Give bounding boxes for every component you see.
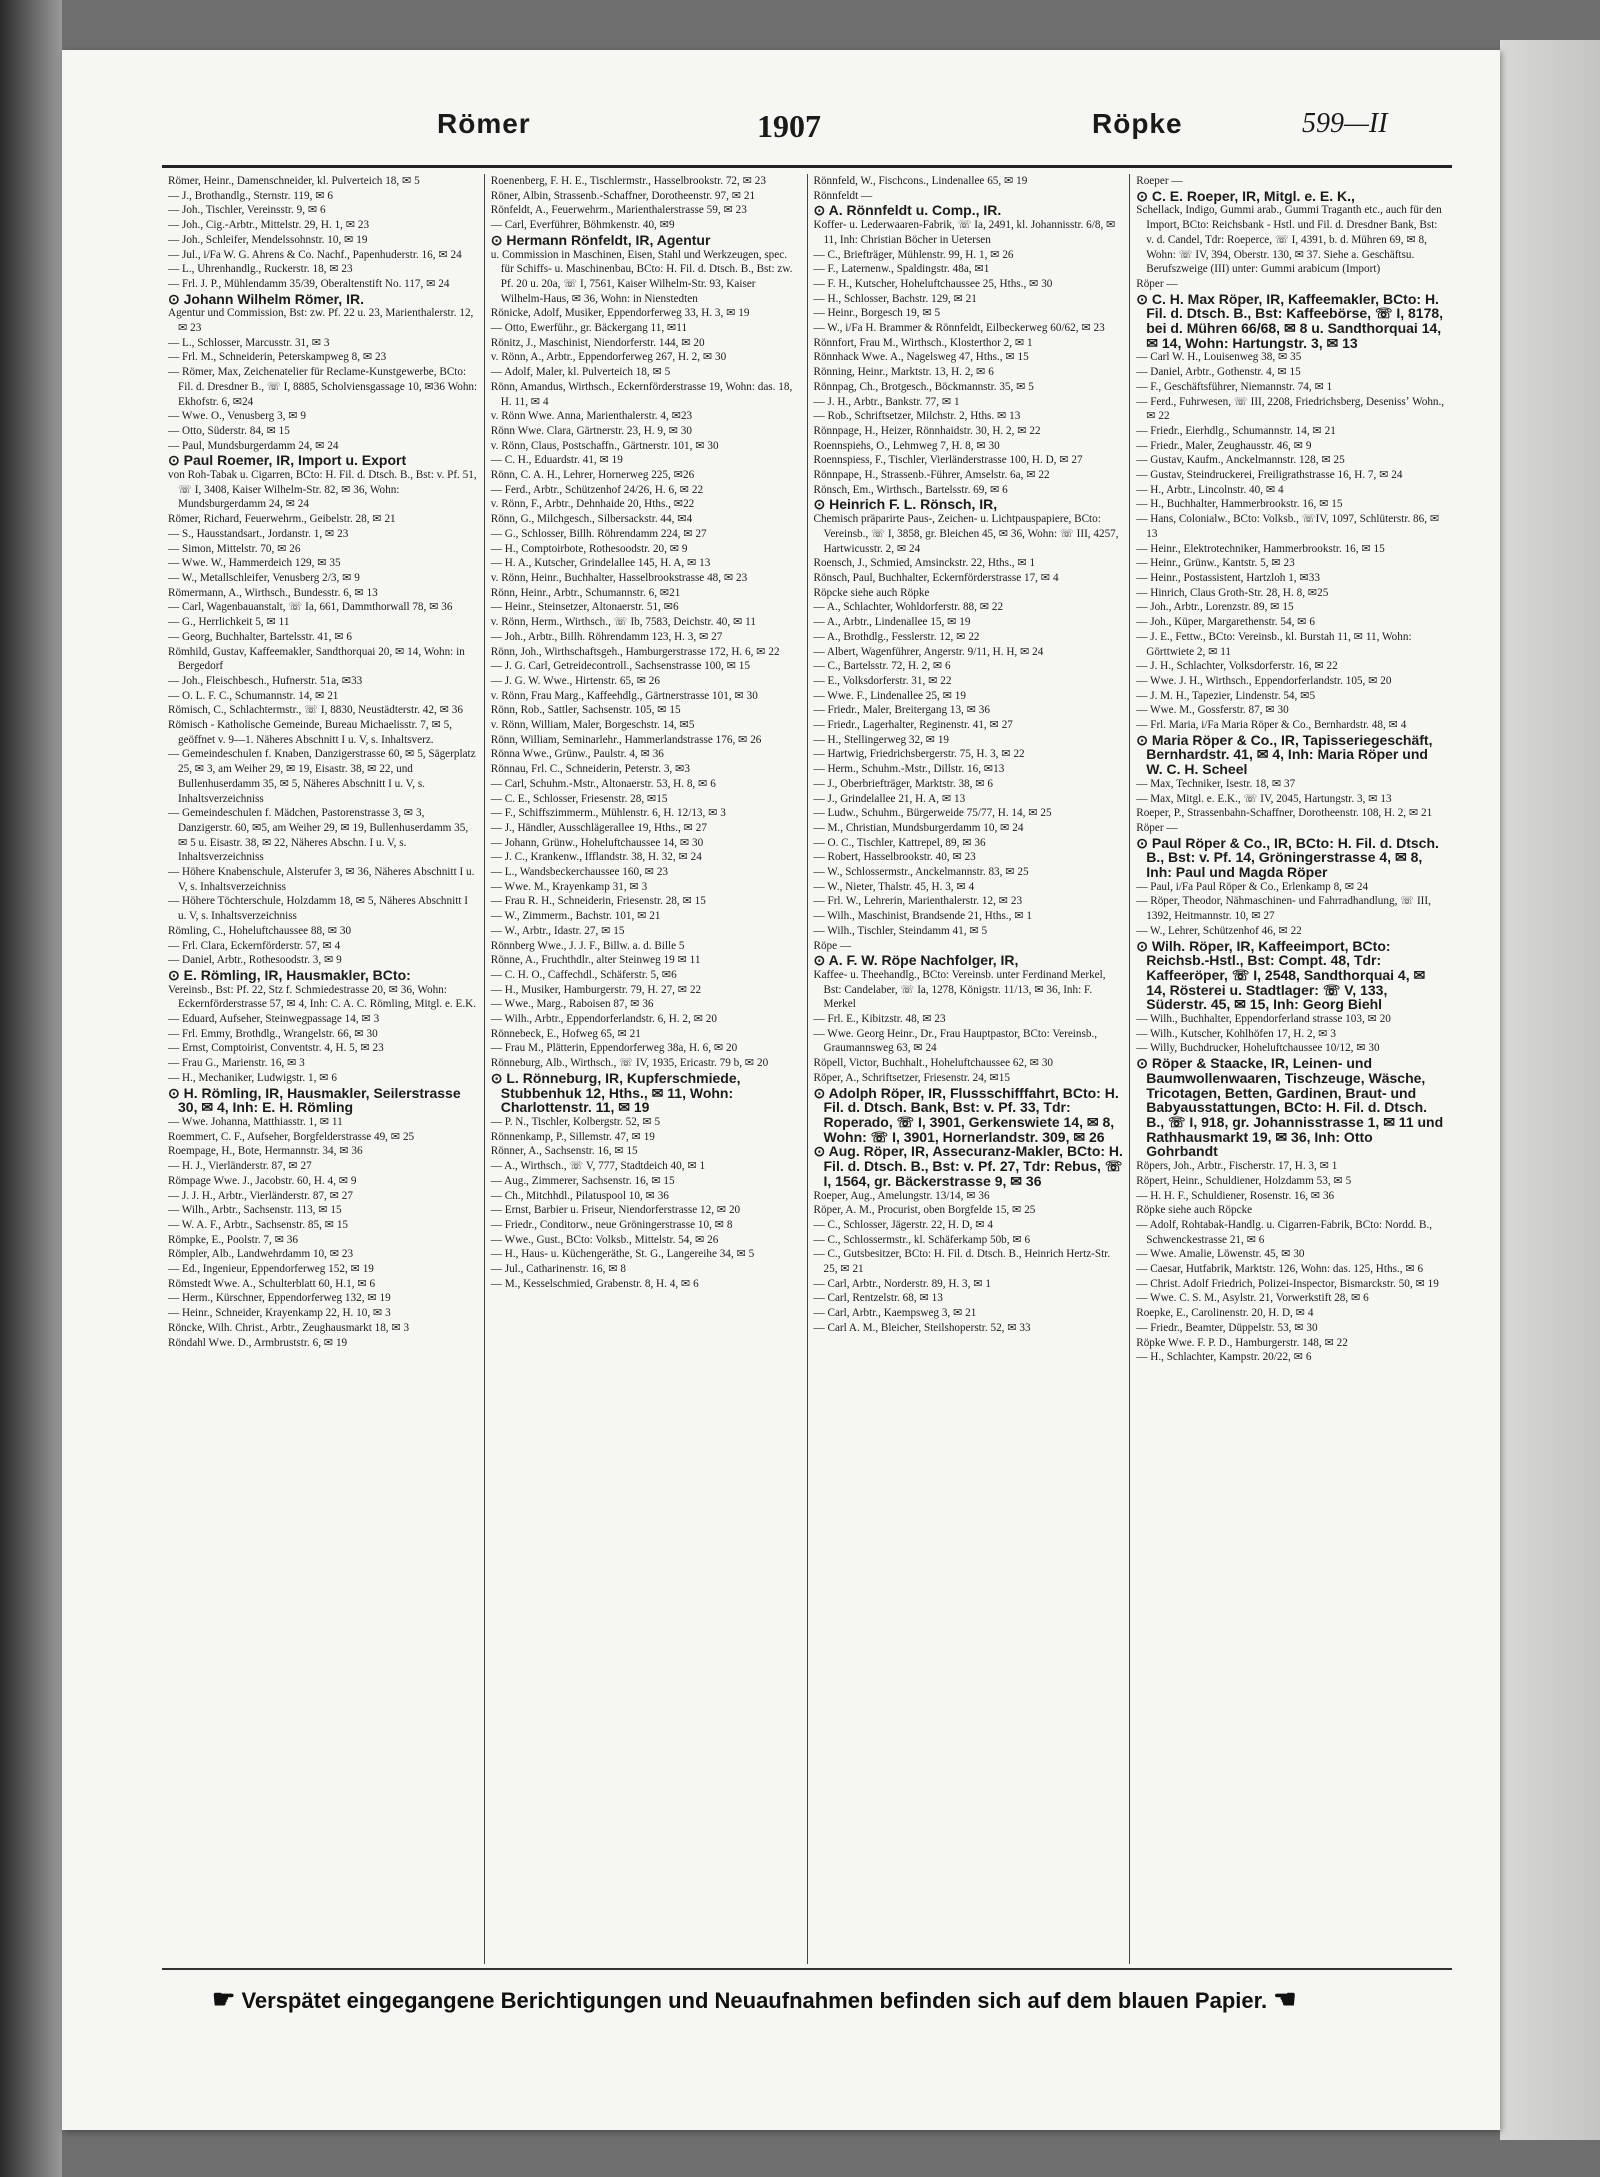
directory-entry: — Adolf, Maler, kl. Pulverteich 18, ✉ 5 xyxy=(490,366,671,379)
directory-entry: ⊙ Maria Röper & Co., IR, Tapisseriegeschäft, Bernhardstr. 41, ✉ 4, Inh: Maria Röper und W. C. H. Scheel xyxy=(1136,733,1446,777)
page-header xyxy=(62,108,1500,158)
directory-entry: Rönn, Heinr., Arbtr., Schumannstr. 6, ✉21 xyxy=(490,586,681,599)
directory-entry: — Wilh., Buchhalter, Eppendorferland strasse 103, ✉ 20 xyxy=(1136,1013,1391,1026)
directory-entry: — W., Metallschleifer, Venusberg 2/3, ✉ 9 xyxy=(168,571,360,584)
directory-entry: Rönn, Amandus, Wirthsch., Eckernförderstrasse 19, Wohn: das. 18, H. 11, ✉ 4 xyxy=(490,380,793,408)
directory-entry: — W., Lehrer, Schützenhof 46, ✉ 22 xyxy=(1136,924,1302,937)
directory-entry: v. Rönn, Frau Marg., Kaffeehdlg., Gärtnerstrasse 101, ✉ 30 xyxy=(490,689,758,702)
directory-entry: von Roh-Tabak u. Cigarren, BCto: H. Fil. d. Dtsch. B., Bst: v. Pf. 51, ☏ I, 3408, Kaiser Wilhelm-Str. 82, ✉ 36, Wohn: Mundsburgerdamm 24, ✉ 24 xyxy=(168,469,477,511)
directory-entry: Rönfeldt, A., Feuerwehrm., Marienthalerstrasse 59, ✉ 23 xyxy=(490,204,747,217)
directory-entry: — J. M. H., Tapezier, Lindenstr. 54, ✉5 xyxy=(1136,689,1316,702)
directory-entry: — Carl, Arbtr., Norderstr. 89, H. 3, ✉ 1 xyxy=(813,1277,991,1290)
directory-entry: Roempage, H., Bote, Hermannstr. 34, ✉ 36 xyxy=(168,1145,363,1158)
directory-entry: — J. J. H., Arbtr., Vierländerstr. 87, ✉ 27 xyxy=(168,1189,353,1202)
directory-entry: — C., Schlossermstr., kl. Schäferkamp 50b, ✉ 6 xyxy=(813,1233,1031,1246)
scan-edge xyxy=(0,0,62,2177)
directory-entry: — Eduard, Aufseher, Steinwegpassage 14, ✉ 3 xyxy=(168,1013,380,1026)
directory-entry: — Paul, Mundsburgerdamm 24, ✉ 24 xyxy=(168,439,339,452)
directory-entry: Roepke, E., Carolinenstr. 20, H. D, ✉ 4 xyxy=(1136,1307,1314,1320)
directory-entry: — Ernst, Comptoirist, Conventstr. 4, H. 5, ✉ 23 xyxy=(168,1042,384,1055)
directory-entry: — Wwe., Gust., BCto: Volksb., Mittelstr. 54, ✉ 26 xyxy=(490,1233,719,1246)
directory-entry: Rönnfort, Frau M., Wirthsch., Klosterthor 2, ✉ 1 xyxy=(813,336,1033,349)
directory-entry: — Wwe., Marg., Raboisen 87, ✉ 36 xyxy=(490,998,654,1011)
directory-entry: Rönn, G., Milchgesch., Silbersackstr. 44, ✉4 xyxy=(490,513,693,526)
directory-entry: v. Rönn, Heinr., Buchhalter, Hasselbrookstrasse 48, ✉ 23 xyxy=(490,571,748,584)
directory-entry: Roeper — xyxy=(1136,175,1183,187)
directory-entry: — Friedr., Beamter, Düppelstr. 53, ✉ 30 xyxy=(1136,1321,1318,1334)
directory-entry: — G., Schlosser, Billh. Röhrendamm 224, ✉ 27 xyxy=(490,527,707,540)
directory-entry: — J. G. W. Wwe., Hirtenstr. 65, ✉ 26 xyxy=(490,674,660,687)
directory-entry: v. Rönn, F., Arbtr., Dehnhaide 20, Hths., ✉22 xyxy=(490,498,695,511)
directory-entry: — Joh., Schleifer, Mendelssohnstr. 10, ✉ 19 xyxy=(168,233,368,246)
directory-entry: Rönn, C. A. H., Lehrer, Hornerweg 225, ✉26 xyxy=(490,469,695,482)
directory-entry: — O. L. F. C., Schumannstr. 14, ✉ 21 xyxy=(168,689,339,702)
directory-entry: — J., Brothandlg., Sternstr. 119, ✉ 6 xyxy=(168,189,333,202)
directory-entry: — W., Arbtr., Idastr. 27, ✉ 15 xyxy=(490,924,625,937)
directory-entry: — Carl, Arbtr., Kaempsweg 3, ✉ 21 xyxy=(813,1307,977,1320)
directory-entry: — Wilh., Kutscher, Kohlhöfen 17, H. 2, ✉ 3 xyxy=(1136,1027,1336,1040)
directory-entry: — Heinr., Grünw., Kantstr. 5, ✉ 23 xyxy=(1136,557,1295,570)
directory-entry: — H. A., Kutscher, Grindelallee 145, H. A, ✉ 13 xyxy=(490,557,711,570)
directory-entry: ⊙ H. Römling, IR, Hausmakler, Seilerstrasse 30, ✉ 4, Inh: E. H. Römling xyxy=(168,1086,478,1115)
directory-entry: — Herm., Kürschner, Eppendorferweg 132, ✉ 19 xyxy=(168,1292,391,1305)
directory-entry: — Frl. W., Lehrerin, Marienthalerstr. 12, ✉ 23 xyxy=(813,895,1023,908)
directory-entry: Roemmert, C. F., Aufseher, Borgfelderstrasse 49, ✉ 25 xyxy=(168,1130,415,1143)
directory-entry: — Rob., Schriftsetzer, Milchstr. 2, Hths. ✉ 13 xyxy=(813,410,1021,423)
directory-entry: Römer, Richard, Feuerwehrm., Geibelstr. 28, ✉ 21 xyxy=(168,513,396,526)
directory-entry: Koffer- u. Lederwaaren-Fabrik, ☏ Ia, 2491, kl. Johannisstr. 6/8, ✉ 11, Inh: Christian Böcher in Uetersen xyxy=(813,219,1116,246)
directory-entry: — Jul., Catharinenstr. 16, ✉ 8 xyxy=(490,1263,626,1276)
directory-entry: — C., Briefträger, Mühlenstr. 99, H. 1, ✉ 26 xyxy=(813,248,1014,261)
directory-entry: Rönner, A., Sachsenstr. 16, ✉ 15 xyxy=(490,1145,638,1158)
directory-entry: Rönna Wwe., Grünw., Paulstr. 4, ✉ 36 xyxy=(490,748,664,761)
directory-entry: — J., Grindelallee 21, H. A, ✉ 13 xyxy=(813,792,966,805)
directory-entry: — Heinr., Elektrotechniker, Hammerbrookstr. 16, ✉ 15 xyxy=(1136,542,1385,555)
directory-entry: — Röper, Theodor, Nähmaschinen- und Fahrradhandlung, ☏ III, 1392, Heitmannstr. 10, ✉ 27 xyxy=(1136,895,1431,923)
directory-entry: — J. G. Carl, Getreidecontroll., Sachsenstrasse 100, ✉ 15 xyxy=(490,660,750,673)
directory-entry: ⊙ Heinrich F. L. Rönsch, IR, xyxy=(814,497,1124,512)
directory-entry: — Friedr., Maler, Breitergang 13, ✉ 36 xyxy=(813,704,990,717)
directory-entry: ⊙ Johann Wilhelm Römer, IR. xyxy=(168,292,478,307)
directory-entry: — F. H., Kutscher, Hoheluftchaussee 25, Hths., ✉ 30 xyxy=(813,277,1053,290)
directory-entry: ⊙ Paul Röper & Co., IR, BCto: H. Fil. d. Dtsch. B., Bst: v. Pf. 14, Gröningerstrasse 4, ✉ 8, Inh: Paul und Magda Röper xyxy=(1136,836,1446,880)
directory-entry: — A., Wirthsch., ☏ V, 777, Stadtdeich 40, ✉ 1 xyxy=(490,1160,706,1173)
column-4 xyxy=(1130,174,1452,1964)
directory-entry: Römisch - Katholische Gemeinde, Bureau Michaelisstr. 7, ✉ 5, geöffnet v. 9—1. Näheres Abschnitt I u. V, s. Inhaltsverz. xyxy=(168,719,453,746)
directory-entry: Rönn, William, Seminarlehr., Hammerlandstrasse 176, ✉ 26 xyxy=(490,733,762,746)
directory-entry: — Ferd., Fuhrwesen, ☏ III, 2208, Friedrichsberg, Desenissʼ Wohn., ✉ 22 xyxy=(1136,395,1445,423)
directory-entry: — A., Arbtr., Lindenallee 15, ✉ 19 xyxy=(813,616,971,629)
directory-entry: — M., Christian, Mundsburgerdamm 10, ✉ 24 xyxy=(813,821,1024,834)
directory-entry: — F., Schiffszimmerm., Mühlenstr. 6, H. 12/13, ✉ 3 xyxy=(490,807,726,820)
directory-entry: Rönnebeck, E., Hofweg 65, ✉ 21 xyxy=(490,1027,641,1040)
header-year: 1907 xyxy=(757,108,821,144)
directory-entry: — Carl, Wagenbauanstalt, ☏ Ia, 661, Dammthorwall 78, ✉ 36 xyxy=(168,601,453,614)
directory-entry: — J., Händler, Ausschlägerallee 19, Hths., ✉ 27 xyxy=(490,821,707,834)
directory-entry: — G., Herrlichkeit 5, ✉ 11 xyxy=(168,616,290,629)
directory-entry: — Carl, Schuhm.-Mstr., Altonaerstr. 53, H. 8, ✉ 6 xyxy=(490,777,716,790)
directory-entry: — Friedr., Eierhdlg., Schumannstr. 14, ✉ 21 xyxy=(1136,424,1336,437)
directory-entry: — H., Comptoirbote, Rothesoodstr. 20, ✉ 9 xyxy=(490,542,688,555)
directory-entry: — Frl. M., Schneiderin, Peterskampweg 8, ✉ 23 xyxy=(168,351,387,364)
directory-entry: — J. H., Arbtr., Bankstr. 77, ✉ 1 xyxy=(813,395,960,408)
directory-entry: — J. H., Schlachter, Volksdorferstr. 16, ✉ 22 xyxy=(1136,660,1338,673)
directory-entry: — H., Haus- u. Küchengeräthe, St. G., Langereihe 34, ✉ 5 xyxy=(490,1248,755,1261)
directory-entry: ⊙ Hermann Rönfeldt, IR, Agentur xyxy=(491,233,801,248)
directory-entry: ⊙ Aug. Röper, IR, Assecuranz-Makler, BCto: H. Fil. d. Dtsch. B., Bst: v. Pf. 27, Tdr: Rebus, ☏ I, 1564, gr. Bäckerstrasse 9, ✉ 36 xyxy=(814,1144,1124,1188)
directory-entry: ⊙ Adolph Röper, IR, Flussschifffahrt, BCto: H. Fil. d. Dtsch. Bank, Bst: v. Pf. 33, Tdr: Roperado, ☏ I, 3901, Gerkenswiete 14, ✉ 8, Wohn: ☏ I, 3901, Hornerlandstr. 309, ✉ 26 xyxy=(814,1086,1124,1145)
directory-entry: — C., Bartelsstr. 72, H. 2, ✉ 6 xyxy=(813,660,951,673)
directory-entry: — Gemeindeschulen f. Mädchen, Pastorenstrasse 3, ✉ 3, Danzigerstr. 60, ✉5, am Weiher 29, ✉ 19, Bullenhuserdamm 35, ✉ 5 u. Eisastr. 38, ✉ 22, Näheres Abschn. I u. V, s. Inhaltsverzeichniss xyxy=(168,807,469,864)
directory-entry: — Wwe. J. H., Wirthsch., Eppendorferlandstr. 105, ✉ 20 xyxy=(1136,674,1392,687)
directory-entry: — Adolf, Rohtabak-Handlg. u. Cigarren-Fabrik, BCto: Nordd. B., Schwenckestrasse 21, ✉ 6 xyxy=(1136,1218,1433,1246)
directory-entry: — F., Laternenw., Spaldingstr. 48a, ✉1 xyxy=(813,263,990,276)
directory-entry: — Max, Techniker, Isestr. 18, ✉ 37 xyxy=(1136,777,1296,790)
directory-entry: Rönitz, J., Maschinist, Niendorferstr. 144, ✉ 20 xyxy=(490,336,705,349)
header-first-name: Römer xyxy=(437,108,531,139)
directory-entry: Chemisch präparirte Paus-, Zeichen- u. Lichtpauspapiere, BCto: Vereinsb., ☏ I, 3858, gr. Bleichen 45, ✉ 36, Wohn: ☏ III, 4257, Hartwicusstr. 2, ✉ 24 xyxy=(813,513,1119,555)
page-backdrop xyxy=(1500,40,1600,2140)
directory-entry: — J., Oberbriefträger, Marktstr. 38, ✉ 6 xyxy=(813,777,993,790)
directory-entry: — Ernst, Barbier u. Friseur, Niendorferstrasse 12, ✉ 20 xyxy=(490,1204,741,1217)
directory-entry: — Gemeindeschulen f. Knaben, Danzigerstrasse 60, ✉ 5, Sägerplatz 25, ✉ 3, am Weiher 29, ✉ 19, Eisastr. 38, ✉ 22, und Bullenhuserdamm 35, ✉ 5, Näheres Abschnitt I u. V, s. Inhaltsverzeichniss xyxy=(168,748,476,805)
directory-entry: Röper — xyxy=(1136,277,1178,290)
directory-entry: Rönnfeld, W., Fischcons., Lindenallee 65, ✉ 19 xyxy=(813,175,1028,187)
directory-entry: — H., Stellingerweg 32, ✉ 19 xyxy=(813,733,950,746)
directory-entry: — W., Nieter, Thalstr. 45, H. 3, ✉ 4 xyxy=(813,880,975,893)
directory-entry: — Jul., i/Fa W. G. Ahrens & Co. Nachf., Papenhuderstr. 16, ✉ 24 xyxy=(168,248,462,261)
directory-entry: — H. J., Vierländerstr. 87, ✉ 27 xyxy=(168,1160,312,1173)
directory-entry: — Joh., Cig.-Arbtr., Mittelstr. 29, H. 1, ✉ 23 xyxy=(168,219,370,232)
directory-entry: Rönne, A., Fruchthdlr., alter Steinweg 19 ✉ 11 xyxy=(490,954,701,967)
footer-rule xyxy=(162,1968,1452,1970)
directory-entry: — L., Uhrenhandlg., Ruckerstr. 18, ✉ 23 xyxy=(168,263,353,276)
directory-entry: — C. E., Schlosser, Friesenstr. 28, ✉15 xyxy=(490,792,668,805)
directory-entry: Römermann, A., Wirthsch., Bundesstr. 6, ✉ 13 xyxy=(168,586,378,599)
directory-entry: — Carl W. H., Louisenweg 38, ✉ 35 xyxy=(1136,351,1302,364)
directory-entry: — Wilh., Arbtr., Sachsenstr. 113, ✉ 15 xyxy=(168,1204,342,1217)
directory-entry: Röper — xyxy=(1136,821,1178,834)
directory-entry: — Joh., Küper, Margarethenstr. 54, ✉ 6 xyxy=(1136,616,1315,629)
directory-entry: — Joh., Arbtr., Billh. Röhrendamm 123, H. 3, ✉ 27 xyxy=(490,630,723,643)
directory-entry: — W., Schlossermstr., Anckelmannstr. 83, ✉ 25 xyxy=(813,866,1029,879)
directory-entry: — J. E., Fettw., BCto: Vereinsb., kl. Burstah 11, ✉ 11, Wohn: Görttwiete 2, ✉ 11 xyxy=(1136,630,1412,658)
directory-entry: — Wilh., Tischler, Steindamm 41, ✉ 5 xyxy=(813,924,988,937)
directory-entry: Rönsch, Paul, Buchhalter, Eckernförderstrasse 17, ✉ 4 xyxy=(813,571,1059,584)
directory-entry: — Christ. Adolf Friedrich, Polizei-Inspector, Bismarckstr. 50, ✉ 19 xyxy=(1136,1277,1439,1290)
directory-entry: — Hans, Colonialw., BCto: Volksb., ☏IV, 1097, Schlüterstr. 86, ✉ 13 xyxy=(1136,513,1440,540)
directory-entry: — H., Mechaniker, Ludwigstr. 1, ✉ 6 xyxy=(168,1071,337,1084)
directory-entry: — A., Brothdlg., Fesslerstr. 12, ✉ 22 xyxy=(813,630,980,643)
header-last-name: Röpke xyxy=(1092,108,1183,139)
directory-entry: — Wwe. F., Lindenallee 25, ✉ 19 xyxy=(813,689,966,702)
directory-entry: — Höhere Knabenschule, Alsterufer 3, ✉ 36, Näheres Abschnitt I u. V, s. Inhaltsverzeichniss xyxy=(168,866,475,893)
directory-entry: ⊙ E. Römling, IR, Hausmakler, BCto: xyxy=(168,968,478,983)
column-1 xyxy=(162,174,485,1964)
directory-entry: — C., Gutsbesitzer, BCto: H. Fil. d. Dtsch. B., Heinrich Hertz-Str. 25, ✉ 21 xyxy=(813,1248,1111,1276)
directory-entry: Rönn, Joh., Wirthschaftsgeh., Hamburgerstrasse 172, H. 6, ✉ 22 xyxy=(490,645,780,658)
directory-entry: — Wwe. Georg Heinr., Dr., Frau Hauptpastor, BCto: Vereinsb., Graumannsweg 63, ✉ 24 xyxy=(813,1027,1098,1055)
directory-entry: — Wwe. W., Hammerdeich 129, ✉ 35 xyxy=(168,557,341,570)
directory-entry: Röner, Albin, Strassenb.-Schaffner, Dorotheenstr. 97, ✉ 21 xyxy=(490,189,756,202)
directory-entry: Römhild, Gustav, Kaffeemakler, Sandthorquai 20, ✉ 14, Wohn: in Bergedorf xyxy=(168,645,465,673)
directory-entry: — Daniel, Arbtr., Rothesoodstr. 3, ✉ 9 xyxy=(168,954,342,967)
directory-entry: — Simon, Mittelstr. 70, ✉ 26 xyxy=(168,542,301,555)
directory-entry: Röpcke siehe auch Röpke xyxy=(813,586,930,599)
directory-entry: — H., Schlosser, Bachstr. 129, ✉ 21 xyxy=(813,292,977,305)
directory-entry: Röpers, Joh., Arbtr., Fischerstr. 17, H. 3, ✉ 1 xyxy=(1136,1160,1338,1173)
directory-entry: Römpler, Alb., Landwehrdamm 10, ✉ 23 xyxy=(168,1248,354,1261)
directory-entry: — H., Schlachter, Kampstr. 20/22, ✉ 6 xyxy=(1136,1351,1312,1364)
directory-entry: — J. C., Krankenw., Ifflandstr. 38, H. 32, ✉ 24 xyxy=(490,851,702,864)
directory-entry: Röpell, Victor, Buchhalt., Hoheluftchaussee 62, ✉ 30 xyxy=(813,1057,1054,1070)
directory-entry: Rönnpage, H., Heizer, Rönnhaidstr. 30, H. 2, ✉ 22 xyxy=(813,424,1041,437)
directory-entry: — H., Buchhalter, Hammerbrookstr. 16, ✉ 15 xyxy=(1136,498,1343,511)
directory-entry: — Wwe. C. S. M., Asylstr. 21, Vorwerkstift 28, ✉ 6 xyxy=(1136,1292,1369,1305)
directory-entry: Roennspiehs, O., Lehmweg 7, H. 8, ✉ 30 xyxy=(813,439,1000,452)
directory-entry: — Frau G., Marienstr. 16, ✉ 3 xyxy=(168,1057,305,1070)
directory-entry: Roensch, J., Schmied, Amsinckstr. 22, Hths., ✉ 1 xyxy=(813,557,1036,570)
directory-entry: — Frau R. H., Schneiderin, Friesenstr. 28, ✉ 15 xyxy=(490,895,706,908)
directory-entry: ⊙ Paul Roemer, IR, Import u. Export xyxy=(168,453,478,468)
directory-entry: — Daniel, Arbtr., Gothenstr. 4, ✉ 15 xyxy=(1136,366,1301,379)
page-number: 599—II xyxy=(1302,108,1388,139)
directory-entry: ⊙ C. H. Max Röper, IR, Kaffeemakler, BCto: H. Fil. d. Dtsch. B., Bst: Kaffeebörse, ☏ I, 8178, bei d. Mühren 66/68, ✉ 8 u. Sandthorquai 14, ✉ 14, Wohn: Hartungstr. 3, ✉ 13 xyxy=(1136,292,1446,351)
footer-notice xyxy=(212,1984,1412,2015)
directory-entry: Roeper, Aug., Amelungstr. 13/14, ✉ 36 xyxy=(813,1189,990,1202)
directory-entry: ⊙ C. E. Roeper, IR, Mitgl. e. E. K., xyxy=(1136,189,1446,204)
directory-entry: — H., Arbtr., Lincolnstr. 40, ✉ 4 xyxy=(1136,483,1284,496)
directory-entry: ⊙ Wilh. Röper, IR, Kaffeeimport, BCto: Reichsb.-Hstl., Bst: Compt. 48, Tdr: Kaffeeröper, ☏ I, 2548, Sandthorquai 4, ✉ 14, Rösterei u. Stadtlager: ☏ V, 133, Süderstr. 45, ✉ 15, Inh: Georg Biehl xyxy=(1136,939,1446,1013)
directory-entry: — L., Wandsbeckerchaussee 160, ✉ 23 xyxy=(490,866,669,879)
directory-entry: Roennspiess, F., Tischler, Vierländerstrasse 100, H. D, ✉ 27 xyxy=(813,454,1083,467)
directory-entry: Römpage Wwe. J., Jacobstr. 60, H. 4, ✉ 9 xyxy=(168,1174,357,1187)
directory-entry: — Aug., Zimmerer, Sachsenstr. 16, ✉ 15 xyxy=(490,1174,675,1187)
directory-entry: — Carl, Rentzelstr. 68, ✉ 13 xyxy=(813,1292,943,1305)
directory-entry: Rönnberg Wwe., J. J. F., Billw. a. d. Bille 5 xyxy=(490,939,685,952)
directory-entry: Rönneburg, Alb., Wirthsch., ☏ IV, 1935, Ericastr. 79 b, ✉ 20 xyxy=(490,1057,769,1070)
directory-entry: Agentur und Commission, Bst: zw. Pf. 22 u. 23, Marienthalerstr. 12, ✉ 23 xyxy=(168,307,474,335)
directory-entry: — Albert, Wagenführer, Angerstr. 9/11, H. H, ✉ 24 xyxy=(813,645,1044,658)
directory-entry: — F., Geschäftsführer, Niemannstr. 74, ✉ 1 xyxy=(1136,380,1333,393)
directory-entry: Röpert, Heinr., Schuldiener, Holzdamm 53, ✉ 5 xyxy=(1136,1174,1352,1187)
directory-entry: Römling, C., Hoheluftchaussee 88, ✉ 30 xyxy=(168,924,352,937)
footer-notice-text: Verspätet eingegangene Berichtigungen und Neuaufnahmen befinden sich auf dem blauen Papier. xyxy=(241,1988,1268,2013)
directory-entry: Römstedt Wwe. A., Schulterblatt 60, H.1, ✉ 6 xyxy=(168,1277,376,1290)
directory-entry: — Heinr., Steinsetzer, Altonaerstr. 51, ✉6 xyxy=(490,601,679,614)
directory-entry: — Wwe. M., Gossferstr. 87, ✉ 30 xyxy=(1136,704,1289,717)
directory-entry: Rönning, Heinr., Marktstr. 13, H. 2, ✉ 6 xyxy=(813,366,994,379)
directory-entry: — H. H. F., Schuldiener, Rosenstr. 16, ✉ 36 xyxy=(1136,1189,1335,1202)
directory-entry: Römer, Heinr., Damenschneider, kl. Pulverteich 18, ✉ 5 xyxy=(168,175,420,187)
directory-entry: — Johann, Grünw., Hoheluftchaussee 14, ✉ 30 xyxy=(490,836,704,849)
directory-entry: v. Rönn, Claus, Postschaffn., Gärtnerstr. 101, ✉ 30 xyxy=(490,439,719,452)
directory-entry: — Frl. Clara, Eckernförderstr. 57, ✉ 4 xyxy=(168,939,341,952)
directory-entry: — W. A. F., Arbtr., Sachsenstr. 85, ✉ 15 xyxy=(168,1218,349,1231)
column-2 xyxy=(485,174,808,1964)
directory-entry: — Frl. J. P., Mühlendamm 35/39, Oberaltenstift No. 117, ✉ 24 xyxy=(168,277,450,290)
directory-entry: — Max, Mitgl. e. E.K., ☏ IV, 2045, Hartungstr. 3, ✉ 13 xyxy=(1136,792,1392,805)
pointing-hand-icon: ☚ xyxy=(1273,1984,1297,2014)
directory-entry: — Carl A. M., Bleicher, Steilshoperstr. 52, ✉ 33 xyxy=(813,1321,1031,1334)
directory-entry: — P. N., Tischler, Kolbergstr. 52, ✉ 5 xyxy=(490,1116,661,1128)
directory-entry: — Heinr., Schneider, Krayenkamp 22, H. 10, ✉ 3 xyxy=(168,1307,391,1320)
directory-entry: Kaffee- u. Theehandlg., BCto: Vereinsb. unter Ferdinand Merkel, Bst: Candelaber, ☏ Ia, 1278, Königstr. 11/13, ✉ 36, Inh: F. Merkel xyxy=(813,968,1106,1011)
directory-entry: — E., Volksdorferstr. 31, ✉ 22 xyxy=(813,674,952,687)
directory-entry: — C. H. O., Caffechdl., Schäferstr. 5, ✉6 xyxy=(490,968,677,981)
directory-entry: Rönn, Rob., Sattler, Sachsenstr. 105, ✉ 15 xyxy=(490,704,681,717)
directory-entry: Röpke siehe auch Röpcke xyxy=(1136,1204,1253,1217)
directory-entry: — Herm., Schuhm.-Mstr., Dillstr. 16, ✉13 xyxy=(813,763,1005,776)
directory-entry: Roeper, P., Strassenbahn-Schaffner, Dorotheenstr. 108, H. 2, ✉ 21 xyxy=(1136,807,1433,820)
directory-entry: — Wwe. Johanna, Matthiasstr. 1, ✉ 11 xyxy=(168,1116,343,1128)
directory-entry: u. Commission in Maschinen, Eisen, Stahl und Werkzeugen, spec. für Schiffs- u. Maschinenbau, BCto: H. Fil. d. Dtsch. B., Bst: zw. Pf. 20 u. 20a, ☏ I, 7561, Kaiser Wilhelm-Str. 93, Kaiser Wilhelm-Haus, ✉ 36, Wohn: in Nienstedten xyxy=(490,248,793,305)
directory-entry: Römisch, C., Schlachtermstr., ☏ I, 8830, Neustädterstr. 42, ✉ 36 xyxy=(168,704,463,717)
directory-entry: — Wwe. M., Krayenkamp 31, ✉ 3 xyxy=(490,880,648,893)
directory-entry: — Otto, Süderstr. 84, ✉ 15 xyxy=(168,424,290,437)
directory-entry: Röper, A., Schriftsetzer, Friesenstr. 24, ✉15 xyxy=(813,1071,1010,1084)
directory-entry: — Höhere Töchterschule, Holzdamm 18, ✉ 5, Näheres Abschnitt I u. V, s. Inhaltsverzeichniss xyxy=(168,895,468,923)
directory-entry: — Willy, Buchdrucker, Hoheluftchaussee 10/12, ✉ 30 xyxy=(1136,1042,1380,1055)
directory-entry: — Ludw., Schuhm., Bürgerweide 75/77, H. 14, ✉ 25 xyxy=(813,807,1052,820)
directory-entry: Röper, A. M., Procurist, oben Borgfelde 15, ✉ 25 xyxy=(813,1204,1036,1217)
directory-entry: — Gustav, Steindruckerei, Freiligrathstrasse 16, H. 7, ✉ 24 xyxy=(1136,469,1403,482)
directory-entry: — C. H., Eduardstr. 41, ✉ 19 xyxy=(490,454,623,467)
directory-entry: v. Rönn, William, Maler, Borgeschstr. 14, ✉5 xyxy=(490,719,695,732)
directory-entry: — L., Schlosser, Marcusstr. 31, ✉ 3 xyxy=(168,336,330,349)
directory-entry: — Friedr., Maler, Zeughausstr. 46, ✉ 9 xyxy=(1136,439,1312,452)
directory-entry: v. Rönn, Herm., Wirthsch., ☏ Ib, 7583, Deichstr. 40, ✉ 11 xyxy=(490,616,756,629)
directory-entry: Rönnfeldt — xyxy=(813,189,873,202)
directory-entry: — Ch., Mitchhdl., Pilatuspool 10, ✉ 36 xyxy=(490,1189,669,1202)
directory-entry: — C., Schlosser, Jägerstr. 22, H. D, ✉ 4 xyxy=(813,1218,994,1231)
column-3 xyxy=(808,174,1131,1964)
directory-entry: Roenenberg, F. H. E., Tischlermstr., Hasselbrookstr. 72, ✉ 23 xyxy=(490,175,766,187)
directory-entry: — M., Kesselschmied, Grabenstr. 8, H. 4, ✉ 6 xyxy=(490,1277,699,1290)
directory-entry: — Joh., Fleischbesch., Hufnerstr. 51a, ✉33 xyxy=(168,674,363,687)
directory-entry: — A., Schlachter, Wohldorferstr. 88, ✉ 22 xyxy=(813,601,1004,614)
directory-entry: Röpe — xyxy=(813,939,852,952)
directory-entry: Rönsch, Em., Wirthsch., Bartelsstr. 69, ✉ 6 xyxy=(813,483,1008,496)
directory-entry: — Wwe. Amalie, Löwenstr. 45, ✉ 30 xyxy=(1136,1248,1305,1261)
directory-entry: ⊙ A. Rönnfeldt u. Comp., IR. xyxy=(814,203,1124,218)
directory-entry: Rönnenkamp, P., Sillemstr. 47, ✉ 19 xyxy=(490,1130,655,1143)
directory-entry: — Robert, Hasselbrookstr. 40, ✉ 23 xyxy=(813,851,976,864)
directory-entry: — Joh., Tischler, Vereinsstr. 9, ✉ 6 xyxy=(168,204,326,217)
directory-entry: — Wilh., Arbtr., Eppendorferlandstr. 6, H. 2, ✉ 20 xyxy=(490,1013,717,1026)
directory-entry: — Wwe. O., Venusberg 3, ✉ 9 xyxy=(168,410,307,423)
directory-entry: ⊙ Röper & Staacke, IR, Leinen- und Baumwollenwaaren, Tischzeuge, Wäsche, Tricotagen, Betten, Gardinen, Braut- und Babyausstattungen, BCto: H. Fil. d. Dtsch. B., ☏ I, 918, gr. Johannisstrasse 1, ✉ 11 und Rathhausmarkt 19, ✉ 36, Inh: Otto Gohrbandt xyxy=(1136,1056,1446,1159)
directory-entry: — Römer, Max, Zeichenatelier für Reclame-Kunstgewerbe, BCto: Fil. d. Dresdner B., ☏ I, 8885, Scholviensgassage 10, ✉36 Wohn: Ekhofstr. 6, ✉24 xyxy=(168,366,478,408)
directory-entry: ⊙ A. F. W. Röpe Nachfolger, IR, xyxy=(814,953,1124,968)
directory-entry: v. Rönn Wwe. Anna, Marienthalerstr. 4, ✉23 xyxy=(490,410,693,423)
directory-entry: — O. C., Tischler, Kattrepel, 89, ✉ 36 xyxy=(813,836,986,849)
directory-entry: — Ed., Ingenieur, Eppendorferweg 152, ✉ 19 xyxy=(168,1263,374,1276)
directory-entry: — Hinrich, Claus Groth-Str. 28, H. 8, ✉25 xyxy=(1136,586,1329,599)
directory-entry: Röndahl Wwe. D., Armbruststr. 6, ✉ 19 xyxy=(168,1336,348,1349)
directory-entry: — Friedr., Conditorw., neue Gröningerstrasse 10, ✉ 8 xyxy=(490,1218,733,1231)
directory-entry: — Caesar, Hutfabrik, Marktstr. 126, Wohn: das. 125, Hths., ✉ 6 xyxy=(1136,1263,1424,1276)
directory-entry: — Paul, i/Fa Paul Röper & Co., Erlenkamp 8, ✉ 24 xyxy=(1136,880,1369,893)
directory-entry: — Frau M., Plätterin, Eppendorferweg 38a, H. 6, ✉ 20 xyxy=(490,1042,738,1055)
directory-entry: — S., Hausstandsart., Jordanstr. 1, ✉ 23 xyxy=(168,527,349,540)
directory-page xyxy=(62,50,1500,2130)
directory-columns xyxy=(162,174,1452,1964)
directory-entry: Röncke, Wilh. Christ., Arbtr., Zeughausmarkt 18, ✉ 3 xyxy=(168,1321,410,1334)
directory-entry: — Heinr., Postassistent, Hartzloh 1, ✉33 xyxy=(1136,571,1320,584)
directory-entry: — W., i/Fa H. Brammer & Rönnfeldt, Eilbeckerweg 60/62, ✉ 23 xyxy=(813,322,1105,335)
directory-entry: Rönicke, Adolf, Musiker, Eppendorferweg 33, H. 3, ✉ 19 xyxy=(490,307,750,320)
directory-entry: — Heinr., Borgesch 19, ✉ 5 xyxy=(813,307,941,320)
directory-entry: — Frl. E., Kibitzstr. 48, ✉ 23 xyxy=(813,1013,946,1026)
pointing-hand-icon: ☛ xyxy=(212,1984,236,2014)
directory-entry: ⊙ L. Rönneburg, IR, Kupferschmiede, Stubbenhuk 12, Hths., ✉ 11, Wohn: Charlottenstr. 11, ✉ 19 xyxy=(491,1071,801,1115)
directory-entry: Römpke, E., Poolstr. 7, ✉ 36 xyxy=(168,1233,298,1246)
directory-entry: Rönnhack Wwe. A., Nagelsweg 47, Hths., ✉ 15 xyxy=(813,351,1029,364)
directory-entry: — Gustav, Kaufm., Anckelmannstr. 128, ✉ 25 xyxy=(1136,454,1345,467)
directory-entry: Rönnpape, H., Strassenb.-Führer, Amselstr. 6a, ✉ 22 xyxy=(813,469,1050,482)
directory-entry: — Friedr., Lagerhalter, Reginenstr. 41, ✉ 27 xyxy=(813,719,1013,732)
directory-entry: Rönn Wwe. Clara, Gärtnerstr. 23, H. 9, ✉ 30 xyxy=(490,424,692,437)
directory-entry: Röpke Wwe. F. P. D., Hamburgerstr. 148, ✉ 22 xyxy=(1136,1336,1348,1349)
directory-entry: Vereinsb., Bst: Pf. 22, Stz f. Schmiedestrasse 20, ✉ 36, Wohn: Eckernförderstrasse 57, ✉ 4, Inh: C. A. C. Römling, Mitgl. e. E.K. xyxy=(168,983,477,1011)
directory-entry: — Otto, Ewerführ., gr. Bäckergang 11, ✉11 xyxy=(490,322,688,335)
directory-entry: Rönnpag, Ch., Brotgesch., Böckmannstr. 35, ✉ 5 xyxy=(813,380,1034,393)
directory-entry: — H., Musiker, Hamburgerstr. 79, H. 27, ✉ 22 xyxy=(490,983,702,996)
directory-entry: — W., Zimmerm., Bachstr. 101, ✉ 21 xyxy=(490,910,661,923)
directory-entry: — Wilh., Maschinist, Brandsende 21, Hths., ✉ 1 xyxy=(813,910,1032,923)
directory-entry: — Frl. Emmy, Brothdlg., Wrangelstr. 66, ✉ 30 xyxy=(168,1027,378,1040)
directory-entry: — Frl. Maria, i/Fa Maria Röper & Co., Bernhardstr. 48, ✉ 4 xyxy=(1136,719,1407,732)
directory-entry: Rönnau, Frl. C., Schneiderin, Peterstr. 3, ✉3 xyxy=(490,763,690,776)
directory-entry: Schellack, Indigo, Gummi arab., Gummi Traganth etc., auch für den Import, BCto: Reichsbank - Hstl. und Fil. d. Dresdner Bank, Bst: v. d. Candel, Tdr: Roeperce, ☏ I, 4391, b. d. Mühren 69, ✉ 8, Wohn: ☏ IV, 394, Oberstr. 130, ✉ 37. Siehe a. Geschäftsu. Berufszweige (III) unter: Gummi arabicum (Import) xyxy=(1136,204,1442,276)
directory-entry: — Joh., Arbtr., Lorenzstr. 89, ✉ 15 xyxy=(1136,601,1294,614)
directory-entry: — Georg, Buchhalter, Bartelsstr. 41, ✉ 6 xyxy=(168,630,352,643)
directory-entry: — Carl, Everführer, Böhmkenstr. 40, ✉9 xyxy=(490,219,675,232)
directory-entry: — Hartwig, Friedrichsbergerstr. 75, H. 3, ✉ 22 xyxy=(813,748,1025,761)
header-rule xyxy=(162,165,1452,168)
directory-entry: — Ferd., Arbtr., Schützenhof 24/26, H. 6, ✉ 22 xyxy=(490,483,704,496)
directory-entry: v. Rönn, A., Arbtr., Eppendorferweg 267, H. 2, ✉ 30 xyxy=(490,351,727,364)
